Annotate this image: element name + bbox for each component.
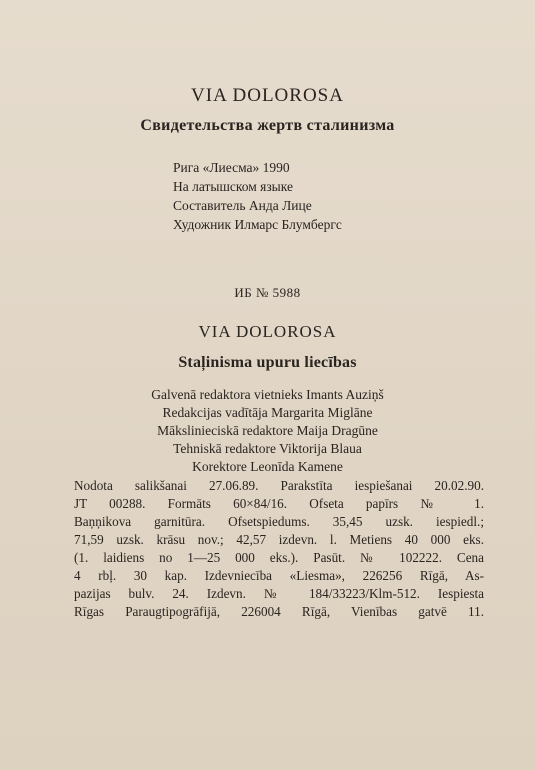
imprint-line: 4 rbļ. 30 kap. Izdevniecība «Liesma», 226256 Rīgā, As- (74, 568, 484, 583)
imprint-line: Rīgas Paraugtipogrāfijā, 226004 Rīgā, Vienības gatvē 11. (74, 604, 484, 619)
russian-title: VIA DOLOROSA (191, 85, 344, 106)
language-line: На латышском языке (173, 179, 293, 194)
latvian-subtitle: Staļinisma upuru liecības (178, 354, 357, 371)
imprint-line: JT 00288. Formāts 60×84/16. Ofseta papīrs № 1. (74, 496, 484, 511)
credit-line: Galvenā redaktora vietnieks Imants Auziņš (151, 387, 384, 402)
russian-subtitle: Свидетельства жертв сталинизма (140, 117, 395, 134)
imprint-line: Nodota salikšanai 27.06.89. Parakstīta iespiešanai 20.02.90. (74, 478, 484, 493)
editorial-credits (0, 386, 535, 476)
credit-line: Mākslinieciskā redaktore Maija Dragūne (157, 423, 378, 438)
imprint-line: 71,59 uzsk. krāsu nov.; 42,57 izdevn. l. Metiens 40 000 eks. (74, 532, 484, 547)
imprint-line: Baņņikova garnitūra. Ofsetspiedums. 35,45 uzsk. iespiedl.; (74, 514, 484, 529)
credit-line: Korektore Leonīda Kamene (192, 459, 343, 474)
ib-number: ИБ № 5988 (234, 285, 301, 300)
artist-line: Художник Илмарс Блумбергс (173, 217, 342, 232)
imprint-line: (1. laidiens no 1—25 000 eks.). Pasūt. № 102222. Cena (74, 550, 484, 565)
imprint-line: pazijas bulv. 24. Izdevn. № 184/33223/Klm-512. Iespiesta (74, 586, 484, 601)
credit-line: Tehniskā redaktore Viktorija Blaua (173, 441, 362, 456)
compiler-line: Составитель Анда Лице (173, 198, 312, 213)
latvian-title: VIA DOLOROSA (198, 322, 337, 341)
russian-publication-info (173, 158, 342, 234)
imprint-block (74, 477, 484, 621)
credit-line: Redakcijas vadītāja Margarita Miglāne (162, 405, 373, 420)
publisher-line: Рига «Лиесма» 1990 (173, 160, 290, 175)
